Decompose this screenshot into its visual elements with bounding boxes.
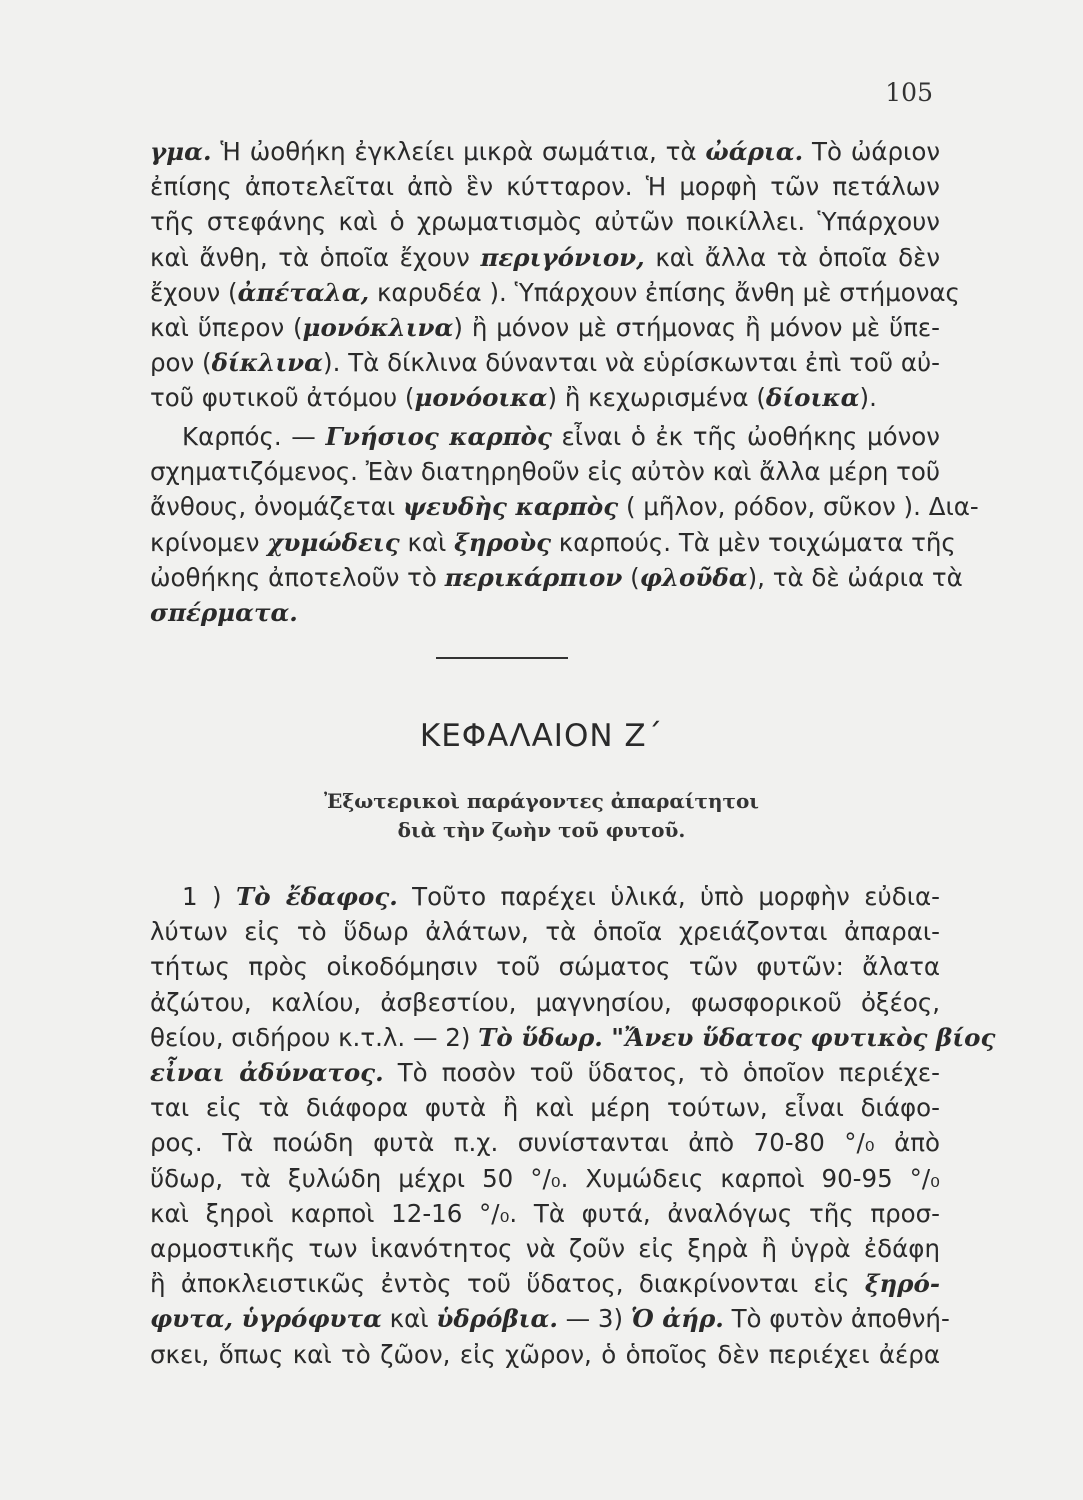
- section-divider: [436, 657, 568, 659]
- emphasized-term: Τὸ ὕδωρ. "Ἄνευ ὕδατος φυτικὸς βίος: [478, 1022, 996, 1052]
- emphasized-term: Τὸ ἔδαφος.: [235, 882, 398, 911]
- text-run: αρμοστικῆς των ἱκανότητος νὰ ζοῦν εἰς ξηρὰ ἢ ὑγρὰ ἐδάφη: [150, 1234, 940, 1263]
- emphasized-term: σπέρματα.: [150, 598, 298, 627]
- text-run: ( μῆλον, ρόδον, σῦκον ). Δια-: [618, 492, 979, 522]
- text-run: καὶ ἄνθη, τὰ ὁποῖα ἔχουν: [150, 242, 481, 272]
- text-run: ὕδωρ, τὰ ξυλώδη μέχρι 50 °/₀. Χυμώδεις καρποὶ 90-95 °/₀: [150, 1163, 940, 1193]
- text-run: ), τὰ δὲ ὠάρια τὰ: [747, 562, 963, 592]
- text-line: [150, 276, 960, 310]
- text-line: [150, 455, 940, 489]
- emphasized-term: ὑδρόβια.: [436, 1304, 558, 1334]
- emphasized-term: ξηρό-: [864, 1269, 940, 1299]
- emphasized-term: εἶναι ἀδύνατος.: [150, 1058, 384, 1087]
- text-run: — 3): [557, 1304, 631, 1334]
- text-line: [150, 135, 940, 169]
- text-run: ). Τὰ δίκλινα δύνανται νὰ εὑρίσκωνται ἐπὶ τοῦ αὐ-: [323, 348, 940, 378]
- text-run: Τὸ φυτὸν ἀποθνή-: [723, 1304, 950, 1334]
- text-run: καὶ ὕπερον (: [150, 313, 303, 342]
- text-line: [150, 170, 940, 204]
- emphasized-term: δίοικα: [765, 383, 860, 413]
- text-run: ὠοθήκης ἀποτελοῦν τὸ: [150, 562, 445, 592]
- text-run: ἢ ἀποκλειστικῶς ἐντὸς τοῦ ὕδατος, διακρίνονται εἰς: [150, 1269, 865, 1299]
- emphasized-term: μονόοικα: [414, 383, 548, 413]
- text-line: [150, 1056, 940, 1090]
- chapter-title: ΚΕΦΑΛΑΙΟΝ Ζ΄: [419, 718, 664, 754]
- text-line: [182, 420, 940, 454]
- chapter-subtitle-line-2: διὰ τὴν ζωὴν τοῦ φυτοῦ.: [397, 818, 686, 842]
- emphasized-term: μονόκλινα: [302, 313, 454, 342]
- text-run: ρος. Τὰ ποώδη φυτὰ π.χ. συνίστανται ἀπὸ 70-80 °/₀ ἀπὸ: [150, 1128, 940, 1158]
- text-line: [150, 1197, 940, 1231]
- text-run: ται εἰς τὰ διάφορα φυτὰ ἢ καὶ μέρη τούτων, εἶναι διάφο-: [150, 1093, 940, 1123]
- text-run: σχηματιζόμενος. Ἐὰν διατηρηθοῦν εἰς αὐτὸν καὶ ἄλλα μέρη τοῦ: [150, 457, 940, 487]
- text-line: [150, 1021, 996, 1055]
- text-run: λύτων εἰς τὸ ὕδωρ ἀλάτων, τὰ ὁποῖα χρειάζονται ἀπαραι-: [150, 917, 940, 947]
- chapter-subtitle-line-1: Ἐξωτερικοὶ παράγοντες ἀπαραίτητοι: [324, 789, 759, 813]
- text-run: κρίνομεν: [150, 527, 268, 557]
- text-run: ἔχουν (: [150, 277, 238, 307]
- emphasized-term: περιγόνιον,: [480, 242, 645, 272]
- text-run: σκει, ὅπως καὶ τὸ ζῶον, εἰς χῶρον, ὁ ὁποῖος δὲν περιέχει ἀέρα: [150, 1339, 940, 1369]
- text-run: Τοῦτο παρέχει ὑλικά, ὑπὸ μορφὴν εὐδια-: [397, 882, 940, 911]
- text-run: ).: [859, 383, 877, 413]
- text-run: ἐπίσης ἀποτελεῖται ἀπὸ ἓν κύτταρον. Ἡ μορφὴ τῶν πετάλων: [150, 172, 940, 202]
- text-run: θείου, σιδήρου κ.τ.λ. — 2): [150, 1022, 479, 1052]
- text-run: ) ἢ μόνον μὲ στήμονας ἢ μόνον μὲ ὕπε-: [453, 313, 940, 342]
- emphasized-term: δίκλινα: [211, 348, 324, 378]
- emphasized-term: Ὁ ἀήρ.: [630, 1304, 724, 1334]
- text-line: [150, 915, 940, 949]
- text-run: ἀζώτου, καλίου, ἀσβεστίου, μαγνησίου, φωσφορικοῦ ὀξέος,: [150, 987, 940, 1017]
- text-run: Τὸ ποσὸν τοῦ ὕδατος, τὸ ὁποῖον περιέχε-: [383, 1058, 940, 1087]
- text-run: τοῦ φυτικοῦ ἀτόμου (: [150, 383, 415, 413]
- text-line: [182, 880, 940, 914]
- emphasized-term: Γνήσιος καρπὸς: [325, 422, 552, 451]
- text-run: καὶ: [399, 527, 455, 557]
- emphasized-term: χυμώδεις: [267, 527, 400, 557]
- text-line: [150, 561, 963, 595]
- text-line: [150, 1232, 940, 1266]
- text-run: ἄνθους, ὀνομάζεται: [150, 492, 403, 522]
- text-run: 1 ): [182, 882, 236, 911]
- text-run: Τὸ ὠάριον: [803, 137, 941, 166]
- text-run: ρον (: [150, 348, 212, 378]
- text-line: [150, 950, 940, 984]
- text-run: καρυδέα ). Ὑπάρχουν ἐπίσης ἄνθη μὲ στήμονας: [369, 277, 960, 307]
- emphasized-term: ὠάρια.: [705, 137, 804, 166]
- text-line: [150, 1267, 940, 1301]
- page-number: 105: [885, 78, 933, 107]
- text-line: [150, 241, 940, 275]
- text-line: [150, 346, 940, 380]
- text-line: [150, 596, 940, 630]
- text-run: ) ἢ κεχωρισμένα (: [547, 383, 766, 413]
- emphasized-term: ψευδὴς καρπὸς: [402, 492, 619, 522]
- text-line: [150, 986, 940, 1020]
- text-run: τήτως πρὸς οἰκοδόμησιν τοῦ σώματος τῶν φυτῶν: ἄλατα: [150, 952, 940, 982]
- text-line: [150, 1162, 940, 1196]
- emphasized-term: ἀπέταλα,: [237, 277, 370, 307]
- text-run: τῆς στεφάνης καὶ ὁ χρωματισμὸς αὐτῶν ποικίλλει. Ὑπάρχουν: [150, 207, 940, 237]
- text-run: (: [622, 562, 640, 592]
- text-run: καρπούς. Τὰ μὲν τοιχώματα τῆς: [551, 527, 956, 557]
- text-run: Ἡ ὠοθήκη ἐγκλείει μικρὰ σωμάτια, τὰ: [211, 137, 706, 166]
- text-run: Καρπός. —: [182, 422, 326, 451]
- text-line: [150, 490, 979, 524]
- text-line: [150, 1091, 940, 1125]
- text-run: εἶναι ὁ ἐκ τῆς ὠοθήκης μόνον: [551, 422, 940, 451]
- text-line: [150, 526, 956, 560]
- text-run: καὶ: [381, 1304, 437, 1334]
- text-line: [150, 1338, 940, 1372]
- text-run: καὶ ξηροὶ καρποὶ 12-16 °/₀. Τὰ φυτά, ἀναλόγως τῆς προσ-: [150, 1198, 940, 1228]
- text-run: καὶ ἄλλα τὰ ὁποῖα δὲν: [644, 242, 941, 272]
- text-line: [150, 381, 940, 415]
- emphasized-term: φυτα, ὑγρόφυτα: [150, 1304, 382, 1334]
- emphasized-term: γμα.: [150, 137, 212, 166]
- emphasized-term: ξηροὺς: [454, 527, 552, 557]
- text-line: [150, 1302, 950, 1336]
- emphasized-term: φλοῦδα: [639, 562, 748, 592]
- emphasized-term: περικάρπιον: [444, 562, 623, 592]
- text-line: [150, 311, 940, 345]
- text-line: [150, 205, 940, 239]
- text-line: [150, 1126, 940, 1160]
